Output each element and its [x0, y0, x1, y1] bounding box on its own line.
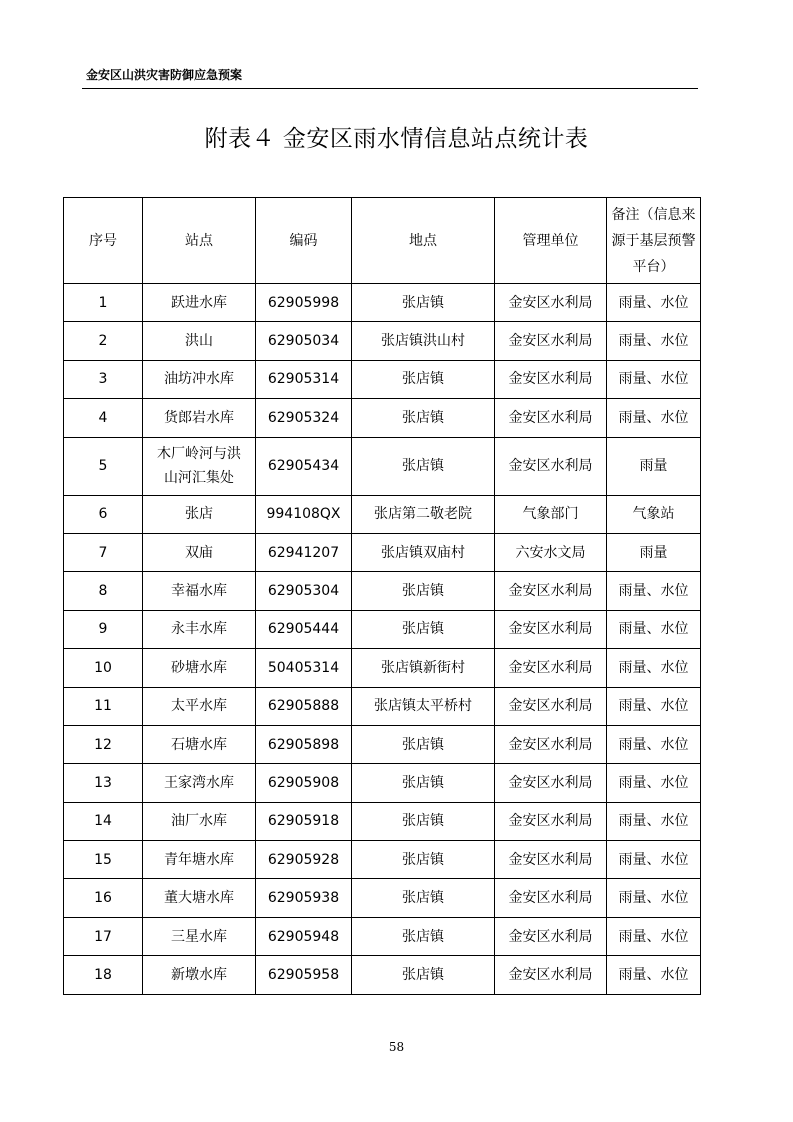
cell-station-line: 幸福水库 — [171, 583, 227, 600]
cell-seq: 12 — [64, 725, 143, 763]
cell-station — [143, 802, 256, 840]
cell-remark: 雨量、水位 — [607, 841, 701, 879]
cell-code: 62905888 — [256, 687, 352, 725]
cell-station-line: 洪山 — [185, 333, 213, 350]
cell-code: 994108QX — [256, 495, 352, 533]
table-row — [64, 879, 701, 917]
table-row — [64, 725, 701, 763]
cell-location: 张店镇 — [352, 572, 495, 610]
cell-location: 张店镇双庙村 — [352, 533, 495, 571]
cell-station-line: 跃进水库 — [171, 294, 227, 311]
cell-unit: 金安区水利局 — [495, 610, 607, 648]
cell-remark: 雨量、水位 — [607, 360, 701, 398]
cell-station — [143, 437, 256, 495]
cell-station — [143, 610, 256, 648]
table-row — [64, 322, 701, 360]
cell-seq: 5 — [64, 437, 143, 495]
cell-unit: 金安区水利局 — [495, 572, 607, 610]
table-row — [64, 399, 701, 437]
cell-station — [143, 322, 256, 360]
cell-seq: 15 — [64, 841, 143, 879]
header-text: 金安区山洪灾害防御应急预案 — [86, 68, 243, 82]
cell-station — [143, 572, 256, 610]
cell-remark: 雨量、水位 — [607, 284, 701, 322]
cell-remark: 雨量、水位 — [607, 399, 701, 437]
cell-code: 62905928 — [256, 841, 352, 879]
cell-code: 62905948 — [256, 917, 352, 955]
cell-unit: 六安水文局 — [495, 533, 607, 571]
cell-station-line: 王家湾水库 — [164, 774, 234, 791]
cell-station-line: 青年塘水库 — [164, 851, 234, 868]
header-location: 地点 — [352, 198, 495, 284]
table-row — [64, 841, 701, 879]
cell-station — [143, 533, 256, 571]
cell-unit: 金安区水利局 — [495, 725, 607, 763]
cell-station-line: 山河汇集处 — [164, 470, 234, 487]
cell-location: 张店镇 — [352, 764, 495, 802]
cell-station-line: 货郎岩水库 — [164, 409, 234, 426]
cell-station — [143, 725, 256, 763]
table-row — [64, 495, 701, 533]
cell-station-line: 三星水库 — [171, 928, 227, 945]
cell-seq: 3 — [64, 360, 143, 398]
cell-code: 62905918 — [256, 802, 352, 840]
header-rule — [82, 88, 698, 89]
cell-station — [143, 879, 256, 917]
cell-location: 张店镇太平桥村 — [352, 687, 495, 725]
table-row — [64, 687, 701, 725]
cell-station — [143, 399, 256, 437]
cell-remark: 雨量、水位 — [607, 687, 701, 725]
header-station: 站点 — [143, 198, 256, 284]
page-number: 58 — [388, 1040, 405, 1054]
cell-unit: 气象部门 — [495, 495, 607, 533]
cell-unit: 金安区水利局 — [495, 802, 607, 840]
cell-code: 62905908 — [256, 764, 352, 802]
cell-seq: 11 — [64, 687, 143, 725]
cell-remark: 气象站 — [607, 495, 701, 533]
cell-seq: 9 — [64, 610, 143, 648]
cell-unit: 金安区水利局 — [495, 649, 607, 687]
cell-remark: 雨量、水位 — [607, 879, 701, 917]
cell-seq: 10 — [64, 649, 143, 687]
cell-station-line: 董大塘水库 — [164, 890, 234, 907]
cell-station-line: 双庙 — [185, 544, 213, 561]
cell-station — [143, 649, 256, 687]
table-row — [64, 956, 701, 994]
cell-station — [143, 841, 256, 879]
cell-station-line: 油厂水库 — [171, 813, 227, 830]
table-row — [64, 284, 701, 322]
cell-station — [143, 956, 256, 994]
cell-location: 张店镇 — [352, 284, 495, 322]
cell-unit: 金安区水利局 — [495, 322, 607, 360]
cell-station-line: 太平水库 — [171, 698, 227, 715]
cell-code: 62905938 — [256, 879, 352, 917]
cell-location: 张店镇 — [352, 917, 495, 955]
cell-remark: 雨量、水位 — [607, 649, 701, 687]
cell-code: 62905314 — [256, 360, 352, 398]
cell-unit: 金安区水利局 — [495, 879, 607, 917]
cell-station-line: 张店 — [185, 506, 213, 523]
cell-station-line: 新墩水库 — [171, 966, 227, 983]
cell-seq: 1 — [64, 284, 143, 322]
cell-location: 张店镇 — [352, 610, 495, 648]
cell-location: 张店镇 — [352, 360, 495, 398]
cell-location: 张店镇 — [352, 437, 495, 495]
cell-seq: 2 — [64, 322, 143, 360]
cell-unit: 金安区水利局 — [495, 437, 607, 495]
cell-code: 50405314 — [256, 649, 352, 687]
cell-location: 张店镇 — [352, 956, 495, 994]
cell-station-line: 永丰水库 — [171, 621, 227, 638]
cell-unit: 金安区水利局 — [495, 917, 607, 955]
cell-location: 张店镇洪山村 — [352, 322, 495, 360]
cell-seq: 13 — [64, 764, 143, 802]
table-header-row — [64, 198, 701, 284]
cell-unit: 金安区水利局 — [495, 764, 607, 802]
table-row — [64, 802, 701, 840]
cell-remark: 雨量、水位 — [607, 802, 701, 840]
cell-code: 62905444 — [256, 610, 352, 648]
cell-unit: 金安区水利局 — [495, 360, 607, 398]
cell-location: 张店镇 — [352, 399, 495, 437]
cell-location: 张店镇 — [352, 802, 495, 840]
cell-station-line: 油坊冲水库 — [164, 371, 234, 388]
header-unit: 管理单位 — [495, 198, 607, 284]
cell-code: 62905034 — [256, 322, 352, 360]
cell-remark: 雨量、水位 — [607, 725, 701, 763]
table-row — [64, 610, 701, 648]
cell-location: 张店镇新街村 — [352, 649, 495, 687]
cell-code: 62905434 — [256, 437, 352, 495]
table-row — [64, 649, 701, 687]
header-remark — [607, 198, 701, 284]
table-row — [64, 764, 701, 802]
cell-seq: 8 — [64, 572, 143, 610]
table-row — [64, 533, 701, 571]
cell-station-line: 砂塘水库 — [171, 659, 227, 676]
table-row — [64, 572, 701, 610]
table-body — [64, 284, 701, 995]
cell-seq: 17 — [64, 917, 143, 955]
cell-seq: 6 — [64, 495, 143, 533]
header-code: 编码 — [256, 198, 352, 284]
cell-station — [143, 764, 256, 802]
table-row — [64, 437, 701, 495]
cell-station — [143, 495, 256, 533]
cell-code: 62905998 — [256, 284, 352, 322]
cell-station — [143, 687, 256, 725]
cell-remark: 雨量、水位 — [607, 956, 701, 994]
cell-code: 62905324 — [256, 399, 352, 437]
cell-code: 62941207 — [256, 533, 352, 571]
cell-remark: 雨量 — [607, 437, 701, 495]
cell-station — [143, 360, 256, 398]
header-remark-line: 备注（信息来 — [611, 206, 696, 223]
cell-location: 张店镇 — [352, 879, 495, 917]
table-row — [64, 360, 701, 398]
header-remark-line: 平台） — [632, 258, 675, 275]
header-remark-line: 源于基层预警 — [611, 232, 696, 249]
cell-station-line: 木厂岭河与洪 — [157, 446, 241, 463]
cell-code: 62905898 — [256, 725, 352, 763]
cell-remark: 雨量、水位 — [607, 610, 701, 648]
cell-seq: 14 — [64, 802, 143, 840]
cell-seq: 18 — [64, 956, 143, 994]
cell-station — [143, 284, 256, 322]
cell-remark: 雨量、水位 — [607, 572, 701, 610]
cell-unit: 金安区水利局 — [495, 956, 607, 994]
cell-remark: 雨量 — [607, 533, 701, 571]
cell-remark: 雨量、水位 — [607, 322, 701, 360]
cell-remark: 雨量、水位 — [607, 764, 701, 802]
cell-unit: 金安区水利局 — [495, 284, 607, 322]
cell-seq: 4 — [64, 399, 143, 437]
cell-seq: 7 — [64, 533, 143, 571]
cell-unit: 金安区水利局 — [495, 841, 607, 879]
cell-remark: 雨量、水位 — [607, 917, 701, 955]
cell-station — [143, 917, 256, 955]
station-table — [63, 197, 701, 995]
page-title: 附表４ 金安区雨水情信息站点统计表 — [204, 126, 589, 152]
cell-seq: 16 — [64, 879, 143, 917]
cell-code: 62905958 — [256, 956, 352, 994]
cell-unit: 金安区水利局 — [495, 399, 607, 437]
cell-location: 张店镇 — [352, 841, 495, 879]
table-row — [64, 917, 701, 955]
header-seq: 序号 — [64, 198, 143, 284]
cell-station-line: 石塘水库 — [171, 736, 227, 753]
cell-location: 张店第二敬老院 — [352, 495, 495, 533]
cell-location: 张店镇 — [352, 725, 495, 763]
cell-code: 62905304 — [256, 572, 352, 610]
cell-unit: 金安区水利局 — [495, 687, 607, 725]
